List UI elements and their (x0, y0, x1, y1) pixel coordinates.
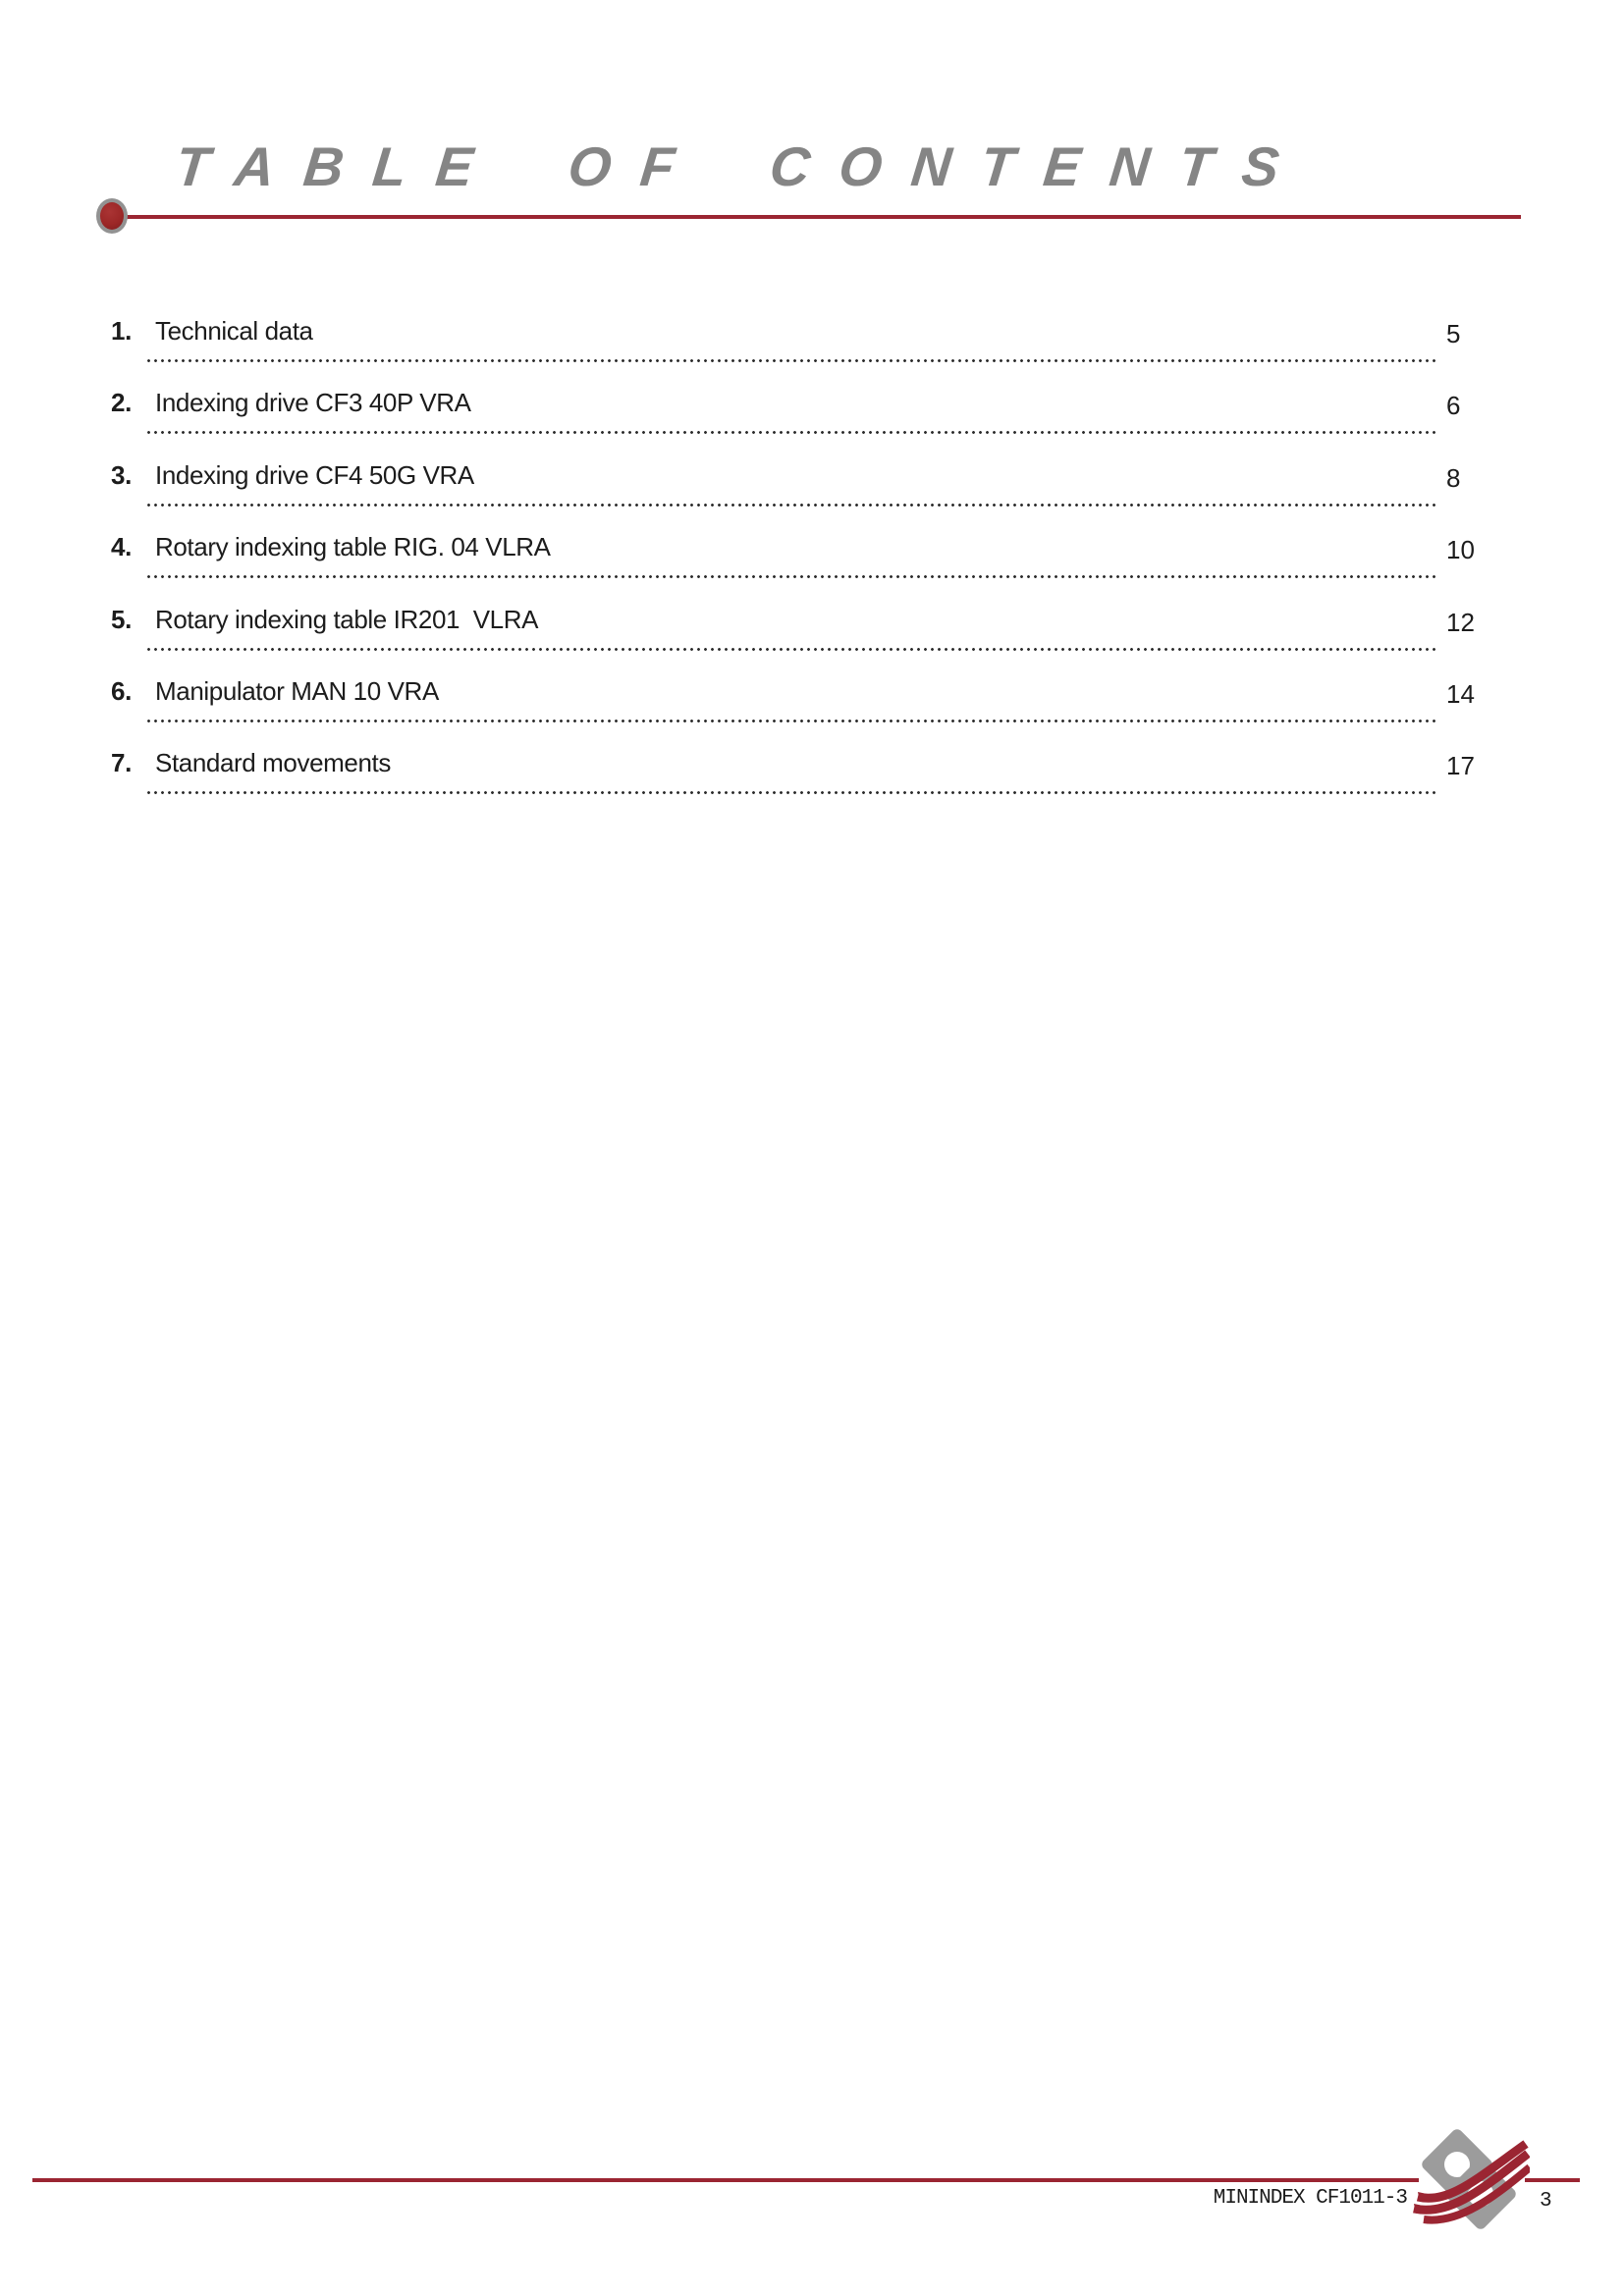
footer-page-number: 3 (1540, 2190, 1552, 2213)
toc-row (0, 316, 1624, 389)
toc-entry-number: 7. (111, 748, 133, 778)
toc-entry-title: Technical data (155, 316, 313, 346)
toc-entry-page: 10 (1446, 535, 1475, 565)
toc-row (0, 748, 1624, 821)
footer-doc-reference: MININDEX CF1011-3 (1213, 2187, 1407, 2210)
footer-rule-right (1525, 2178, 1580, 2182)
toc-dotted-leader (147, 791, 1437, 794)
toc-dotted-leader (147, 648, 1437, 651)
toc-entry-number: 6. (111, 676, 133, 706)
toc-dotted-leader (147, 431, 1437, 434)
toc-row (0, 388, 1624, 460)
toc-row (0, 605, 1624, 677)
toc-entry-title: Standard movements (155, 748, 391, 778)
toc-dotted-leader (147, 359, 1437, 362)
toc-entry-number: 2. (111, 388, 133, 418)
page-title: TABLE OF CONTENTS (172, 135, 1312, 197)
toc-entry-title: Indexing drive CF3 40P VRA (155, 388, 471, 418)
toc-entry-number: 3. (111, 459, 133, 490)
footer-rule-left (32, 2178, 1419, 2182)
toc-entry-number: 5. (111, 604, 133, 634)
toc-row (0, 460, 1624, 533)
toc-entry-number: 1. (111, 316, 133, 346)
toc-entry-page: 5 (1446, 319, 1461, 348)
toc-row (0, 532, 1624, 605)
toc-entry-number: 4. (111, 532, 133, 562)
company-logo-icon (1410, 2124, 1530, 2230)
toc-dotted-leader (147, 504, 1437, 507)
toc-entry-page: 17 (1446, 751, 1475, 781)
toc-entry-page: 6 (1446, 391, 1461, 421)
toc-dotted-leader (147, 720, 1437, 722)
toc-entry-page: 8 (1446, 462, 1461, 493)
toc-row (0, 676, 1624, 749)
toc-entry-page: 12 (1446, 607, 1475, 637)
toc-entry-title: Rotary indexing table RIG. 04 VLRA (155, 532, 551, 562)
toc-entry-title: Rotary indexing table IR201 VLRA (155, 604, 539, 634)
toc-entry-title: Manipulator MAN 10 VRA (155, 676, 439, 706)
toc-dotted-leader (147, 575, 1437, 578)
toc-entry-page: 14 (1446, 679, 1475, 709)
toc-entry-title: Indexing drive CF4 50G VRA (155, 459, 474, 490)
